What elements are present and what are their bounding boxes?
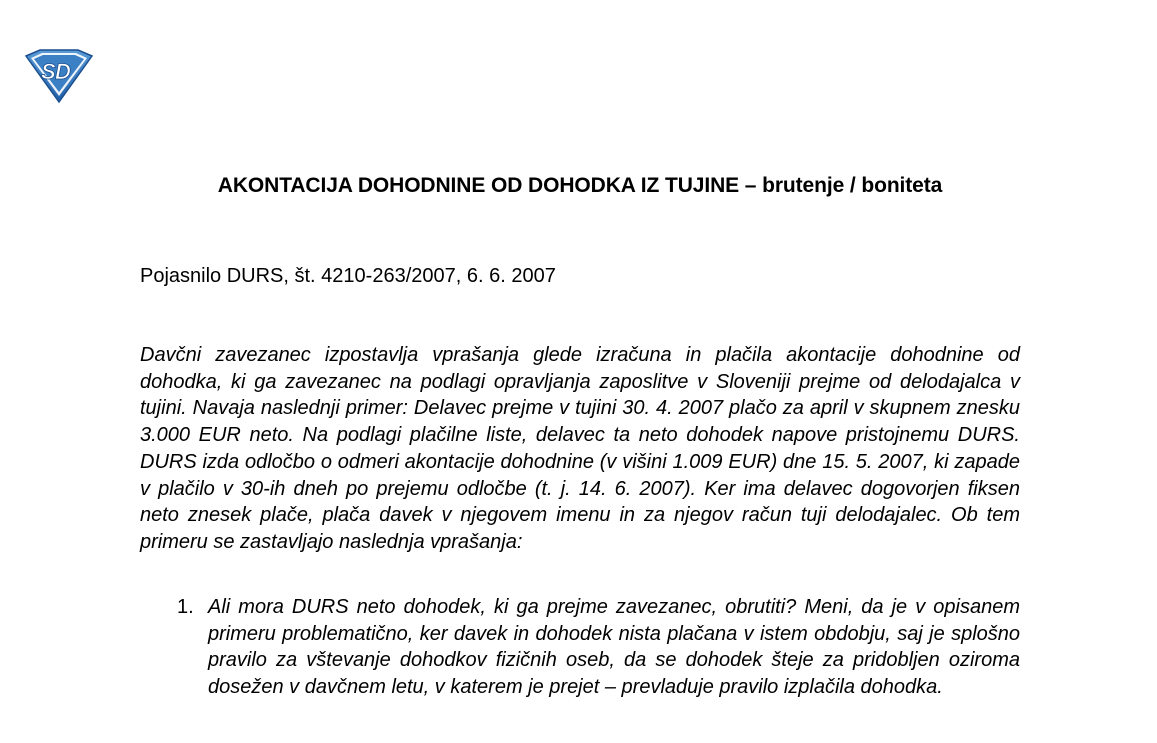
intro-paragraph: Davčni zavezanec izpostavlja vprašanja glede izračuna in plačila akontacije dohodnine od dohodka, ki ga zavezanec na podlagi opravljanja zaposlitve v Sloveniji prejme od delodajalca v tujini. Navaja naslednji primer: Delavec prejme v tujini 30. 4. 2007 plačo za april v skupnem znesku 3.000 EUR neto. Na podlagi plačilne liste, delavec ta neto dohodek napove pristojnemu DURS. DURS izda odločbo o odmeri akontacije dohodnine (v višini 1.009 EUR) dne 15. 5. 2007, ki zapade v plačilo v 30-ih dneh po prejemu odločbe (t. j. 14. 6. 2007). Ker ima delavec dogovorjen fiksen neto znesek plače, plača davek v njegovem imenu in za njegov račun tuji delodajalec. Ob tem primeru se zastavljajo naslednja vprašanja: xyxy=(140,344,1020,553)
source-reference: Pojasnilo DURS, št. 4210-263/2007, 6. 6. 2007 xyxy=(140,265,556,287)
list-item xyxy=(140,594,1020,701)
list-item-number: 1. xyxy=(177,596,194,618)
sd-shield-logo-icon xyxy=(22,48,96,104)
list-item-text: Ali mora DURS neto dohodek, ki ga prejme zavezanec, obrutiti? Meni, da je v opisanem primeru problematično, ker davek in dohodek nista plačana v istem obdobju, saj je splošno pravilo za vštevanje dohodkov fizičnih oseb, da se dohodek šteje za pridobljen oziroma dosežen v davčnem letu, v katerem je prejet – prevladuje pravilo izplačila dohodka. xyxy=(208,596,1020,699)
document-title: AKONTACIJA DOHODNINE OD DOHODKA IZ TUJINE – brutenje / boniteta xyxy=(217,174,943,197)
svg-text:D: D xyxy=(55,59,71,84)
svg-text:S: S xyxy=(41,59,56,84)
question-list xyxy=(140,594,1020,701)
